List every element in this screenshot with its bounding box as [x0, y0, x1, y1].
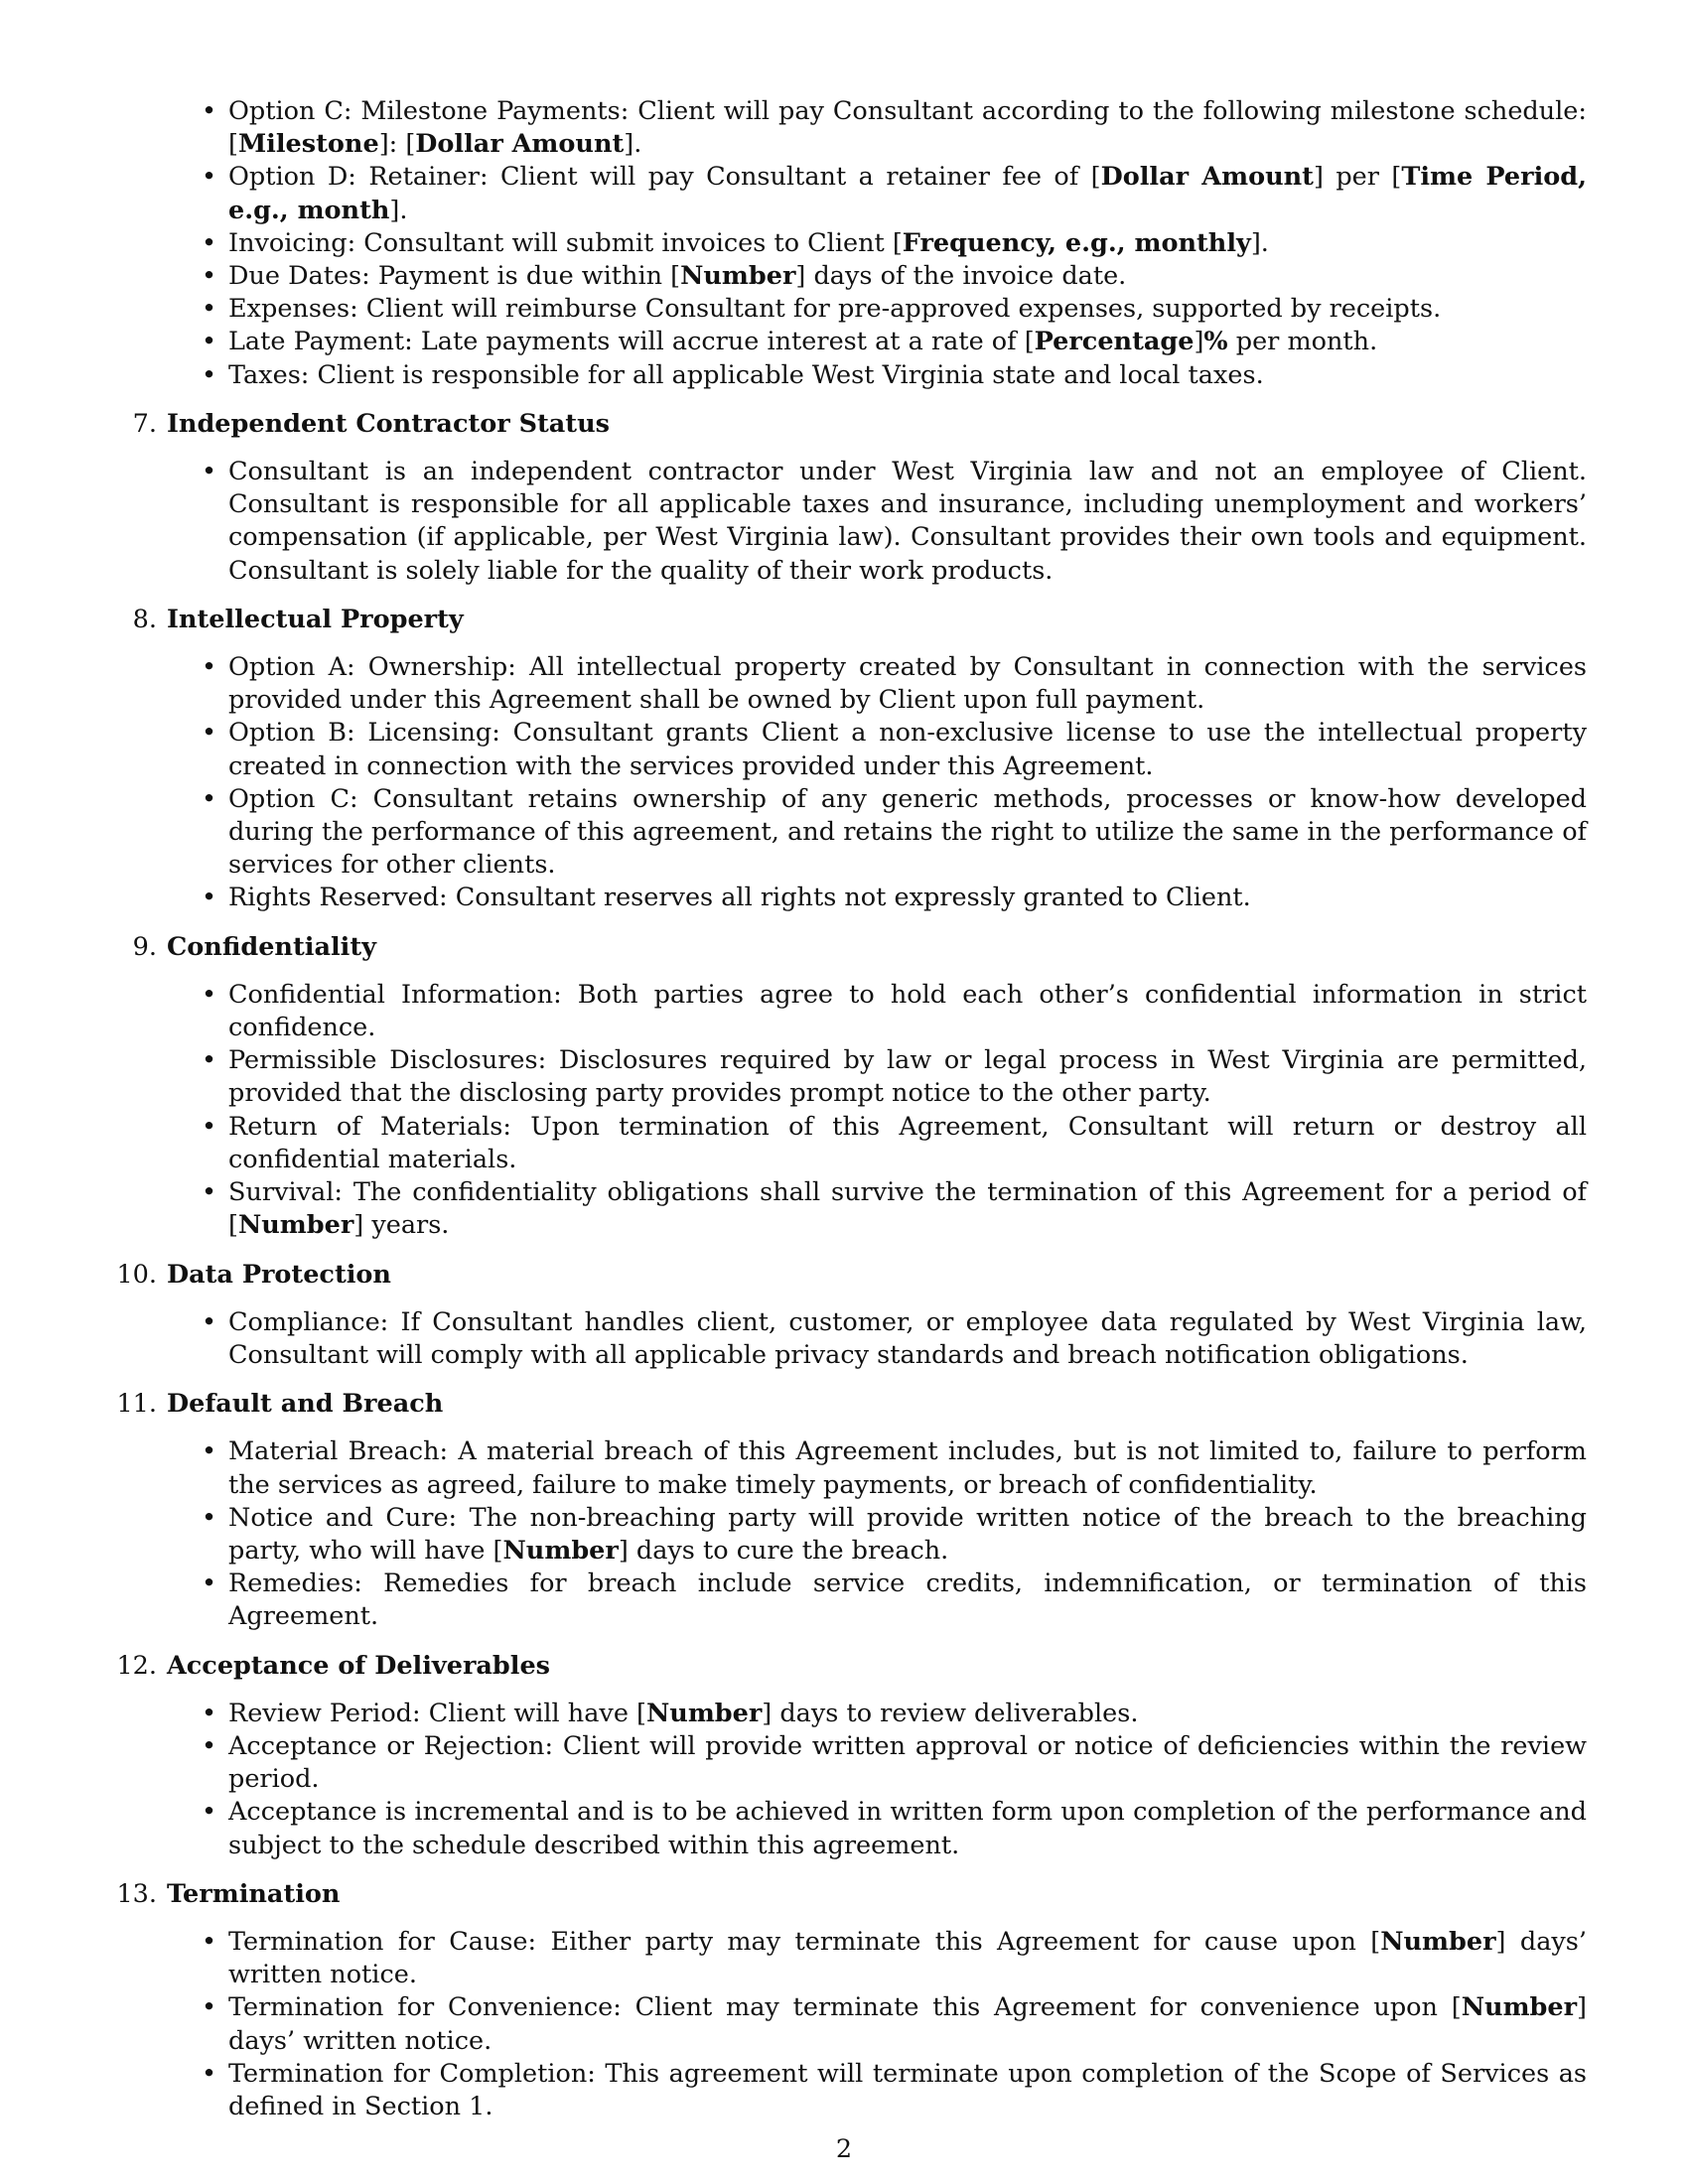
- item-text: Permissible Disclosures: Disclosures required by law or legal process in West Virginia are permitted, provided that the disclosing party provides prompt notice to the other party.: [228, 1045, 1587, 1109]
- placeholder-field: Number: [1380, 1926, 1496, 1957]
- payment-term-item: [167, 260, 1587, 293]
- item-text: ] days to cure the breach.: [618, 1535, 949, 1566]
- item-text: Termination for Cause: Either party may terminate this Agreement for cause upon [: [228, 1926, 1381, 1957]
- section-independent-contractor-status: [132, 408, 1587, 588]
- bullet-marker: •: [202, 1797, 217, 1828]
- bullet-marker: •: [202, 327, 217, 357]
- payment-term-item: [167, 293, 1587, 326]
- payment-terms-list: [167, 95, 1587, 392]
- document-body: [116, 95, 1587, 2123]
- item-text: Late Payment: Late payments will accrue interest at a rate of [: [228, 327, 1035, 357]
- section-confidentiality: [132, 931, 1587, 1243]
- item-text: Return of Materials: Upon termination of this Agreement, Consultant will return or destroy all confidential materials.: [228, 1111, 1587, 1174]
- bullet-marker: •: [202, 1045, 217, 1076]
- section-item: [167, 1044, 1587, 1110]
- item-text: Compliance: If Consultant handles client, customer, or employee data regulated by West Virginia law, Consultant will comply with all applicable privacy standards and breach notification obligations.: [228, 1306, 1587, 1370]
- section-item: [167, 717, 1587, 782]
- placeholder-field: Number: [1461, 1992, 1578, 2023]
- section-title: Independent Contractor Status: [167, 408, 610, 439]
- bullet-marker: •: [202, 2058, 217, 2089]
- section-title: Confidentiality: [167, 931, 376, 962]
- section-item: [167, 783, 1587, 883]
- item-text: Invoicing: Consultant will submit invoices to Client [: [228, 227, 903, 258]
- item-text: Expenses: Client will reimburse Consultant for pre-approved expenses, supported by receipts.: [228, 294, 1442, 325]
- item-text: ]: [: [378, 129, 416, 160]
- bullet-marker: •: [202, 783, 217, 814]
- payment-term-item: [167, 95, 1587, 161]
- payment-term-item: [167, 227, 1587, 260]
- item-text: Notice and Cure: The non-breaching party will provide written notice of the breach to the breaching party, who will have [: [228, 1502, 1587, 1566]
- section-title: Intellectual Property: [167, 604, 464, 634]
- section-item: [167, 979, 1587, 1044]
- bullet-marker: •: [202, 359, 217, 390]
- bullet-marker: •: [202, 1502, 217, 1533]
- section-title: Data Protection: [167, 1259, 391, 1290]
- section-item: [167, 1502, 1587, 1568]
- section-title: Acceptance of Deliverables: [167, 1650, 551, 1681]
- item-text: Rights Reserved: Consultant reserves all rights not expressly granted to Client.: [228, 883, 1251, 913]
- section-item: [167, 1568, 1587, 1633]
- item-text: ] years.: [353, 1210, 450, 1241]
- item-text: Survival: The confidentiality obligations shall survive the termination of this Agreement for a period of [: [228, 1177, 1587, 1241]
- payment-term-item: [167, 359, 1587, 392]
- section-item: [167, 2058, 1587, 2123]
- section-acceptance-of-deliverables: [116, 1650, 1587, 1862]
- bullet-marker: •: [202, 979, 217, 1010]
- bullet-marker: •: [202, 652, 217, 683]
- section-heading: [132, 931, 1587, 964]
- section-item: [167, 1730, 1587, 1796]
- section-item-list: [167, 979, 1587, 1243]
- section-item-list: [167, 1306, 1587, 1372]
- section-intellectual-property: [132, 604, 1587, 915]
- section-number: 8.: [132, 604, 157, 634]
- item-text: Due Dates: Payment is due within [: [228, 261, 681, 292]
- item-text: Material Breach: A material breach of this Agreement includes, but is not limited to, failure to perform the services as agreed, failure to make timely payments, or breach of confidentiality.: [228, 1436, 1587, 1500]
- bullet-marker: •: [202, 162, 217, 193]
- section-title: Termination: [167, 1878, 341, 1909]
- placeholder-field: Number: [645, 1698, 763, 1728]
- bullet-marker: •: [202, 227, 217, 258]
- placeholder-field: Dollar Amount: [415, 129, 625, 160]
- placeholder-field: Frequency, e.g., monthly: [902, 227, 1251, 258]
- placeholder-field: Number: [502, 1535, 619, 1566]
- payment-term-item: [167, 161, 1587, 226]
- bullet-marker: •: [202, 1730, 217, 1761]
- section-title: Default and Breach: [167, 1389, 444, 1420]
- placeholder-field: Dollar Amount: [1100, 162, 1314, 193]
- section-number: 9.: [132, 931, 157, 962]
- section-item: [167, 1991, 1587, 2057]
- bullet-marker: •: [202, 883, 217, 913]
- item-text: Option C: Consultant retains ownership of any generic methods, processes or know-how developed during the performance of this agreement, and retains the right to utilize the same in the performance of services for other clients.: [228, 783, 1587, 881]
- section-item-list: [167, 1926, 1587, 2123]
- section-item-list: [167, 1698, 1587, 1862]
- bullet-marker: •: [202, 1992, 217, 2023]
- section-item: [167, 1435, 1587, 1501]
- item-text: Option A: Ownership: All intellectual property created by Consultant in connection with the services provided under this Agreement shall be owned by Client upon full payment.: [228, 652, 1587, 716]
- section-item: [167, 1176, 1587, 1242]
- item-text: Option D: Retainer: Client will pay Consultant a retainer fee of [: [228, 162, 1101, 193]
- item-text: per month.: [1227, 327, 1378, 357]
- section-number: 7.: [132, 408, 157, 439]
- placeholder-field: Number: [237, 1210, 354, 1241]
- section-number: 10.: [116, 1259, 157, 1290]
- item-text: Option C: Milestone Payments: Client will pay Consultant according to the following milestone schedule: [: [228, 96, 1587, 160]
- bullet-marker: •: [202, 96, 217, 126]
- item-text: ] days’ written notice.: [228, 1992, 1587, 2056]
- placeholder-field: Number: [680, 261, 796, 292]
- section-default-and-breach: [116, 1388, 1587, 1633]
- section-heading: [116, 1878, 1587, 1911]
- page-number: 2: [835, 2134, 853, 2164]
- item-text: Review Period: Client will have [: [228, 1698, 646, 1728]
- bullet-marker: •: [202, 294, 217, 325]
- section-item: [167, 456, 1587, 588]
- placeholder-field: Milestone: [237, 129, 379, 160]
- bullet-marker: •: [202, 1698, 217, 1728]
- section-termination: [116, 1878, 1587, 2123]
- section-data-protection: [116, 1259, 1587, 1373]
- bullet-marker: •: [202, 1569, 217, 1599]
- item-text: ]: [1194, 327, 1204, 357]
- section-item: [167, 882, 1587, 914]
- section-heading: [116, 1259, 1587, 1292]
- section-item: [167, 1926, 1587, 1991]
- bullet-marker: •: [202, 1177, 217, 1208]
- item-text: ].: [389, 195, 408, 225]
- bullet-marker: •: [202, 457, 217, 487]
- item-text: ] days to review deliverables.: [762, 1698, 1139, 1728]
- item-text: Termination for Convenience: Client may terminate this Agreement for convenience upon [: [228, 1992, 1462, 2023]
- section-item-list: [167, 651, 1587, 915]
- sections-container: [116, 408, 1587, 2123]
- section-number: 12.: [116, 1650, 157, 1681]
- section-item: [167, 1698, 1587, 1730]
- section-heading: [116, 1650, 1587, 1683]
- section-heading: [132, 604, 1587, 636]
- bullet-marker: •: [202, 1926, 217, 1957]
- section-item-list: [167, 1435, 1587, 1633]
- section-item: [167, 1796, 1587, 1861]
- item-text: Termination for Completion: This agreement will terminate upon completion of the Scope of Services as defined in Section 1.: [228, 2058, 1587, 2121]
- item-text: ].: [624, 129, 642, 160]
- item-text: ] per [: [1313, 162, 1402, 193]
- bullet-marker: •: [202, 718, 217, 749]
- bullet-marker: •: [202, 1111, 217, 1142]
- section-item: [167, 1306, 1587, 1372]
- item-text: Confidential Information: Both parties agree to hold each other’s confidential information in strict confidence.: [228, 979, 1587, 1043]
- bullet-marker: •: [202, 1436, 217, 1467]
- item-text: ] days’ written notice.: [228, 1926, 1587, 1990]
- item-text: ] days of the invoice date.: [795, 261, 1127, 292]
- section-item-list: [167, 456, 1587, 588]
- section-heading: [116, 1388, 1587, 1421]
- section-number: 13.: [116, 1878, 157, 1909]
- item-text: Consultant is an independent contractor under West Virginia law and not an employee of Client. Consultant is responsible for all applicable taxes and insurance, including unemployment and workers’ compensation (if applicable, per West Virginia law). Consultant provides their own tools and equipment. Consultant is solely liable for the quality of their work products.: [228, 457, 1587, 586]
- section-number: 11.: [116, 1389, 157, 1420]
- item-text: Acceptance is incremental and is to be achieved in written form upon completion of the performance and subject to the schedule described within this agreement.: [228, 1797, 1587, 1860]
- item-text: Taxes: Client is responsible for all applicable West Virginia state and local taxes.: [228, 359, 1264, 390]
- placeholder-field: Time Period, e.g., month: [228, 162, 1587, 225]
- item-text: ].: [1250, 227, 1269, 258]
- item-text: Option B: Licensing: Consultant grants Client a non-exclusive license to use the intellectual property created in connection with the services provided under this Agreement.: [228, 718, 1587, 781]
- item-text: Remedies: Remedies for breach include service credits, indemnification, or termination of this Agreement.: [228, 1569, 1587, 1632]
- section-item: [167, 1111, 1587, 1176]
- section-heading: [132, 408, 1587, 441]
- bullet-marker: •: [202, 1306, 217, 1337]
- payment-term-item: [167, 326, 1587, 358]
- placeholder-field: %: [1203, 327, 1228, 357]
- item-text: Acceptance or Rejection: Client will provide written approval or notice of deficiencies within the review period.: [228, 1730, 1587, 1795]
- bullet-marker: •: [202, 261, 217, 292]
- placeholder-field: Percentage: [1034, 327, 1195, 357]
- section-item: [167, 651, 1587, 717]
